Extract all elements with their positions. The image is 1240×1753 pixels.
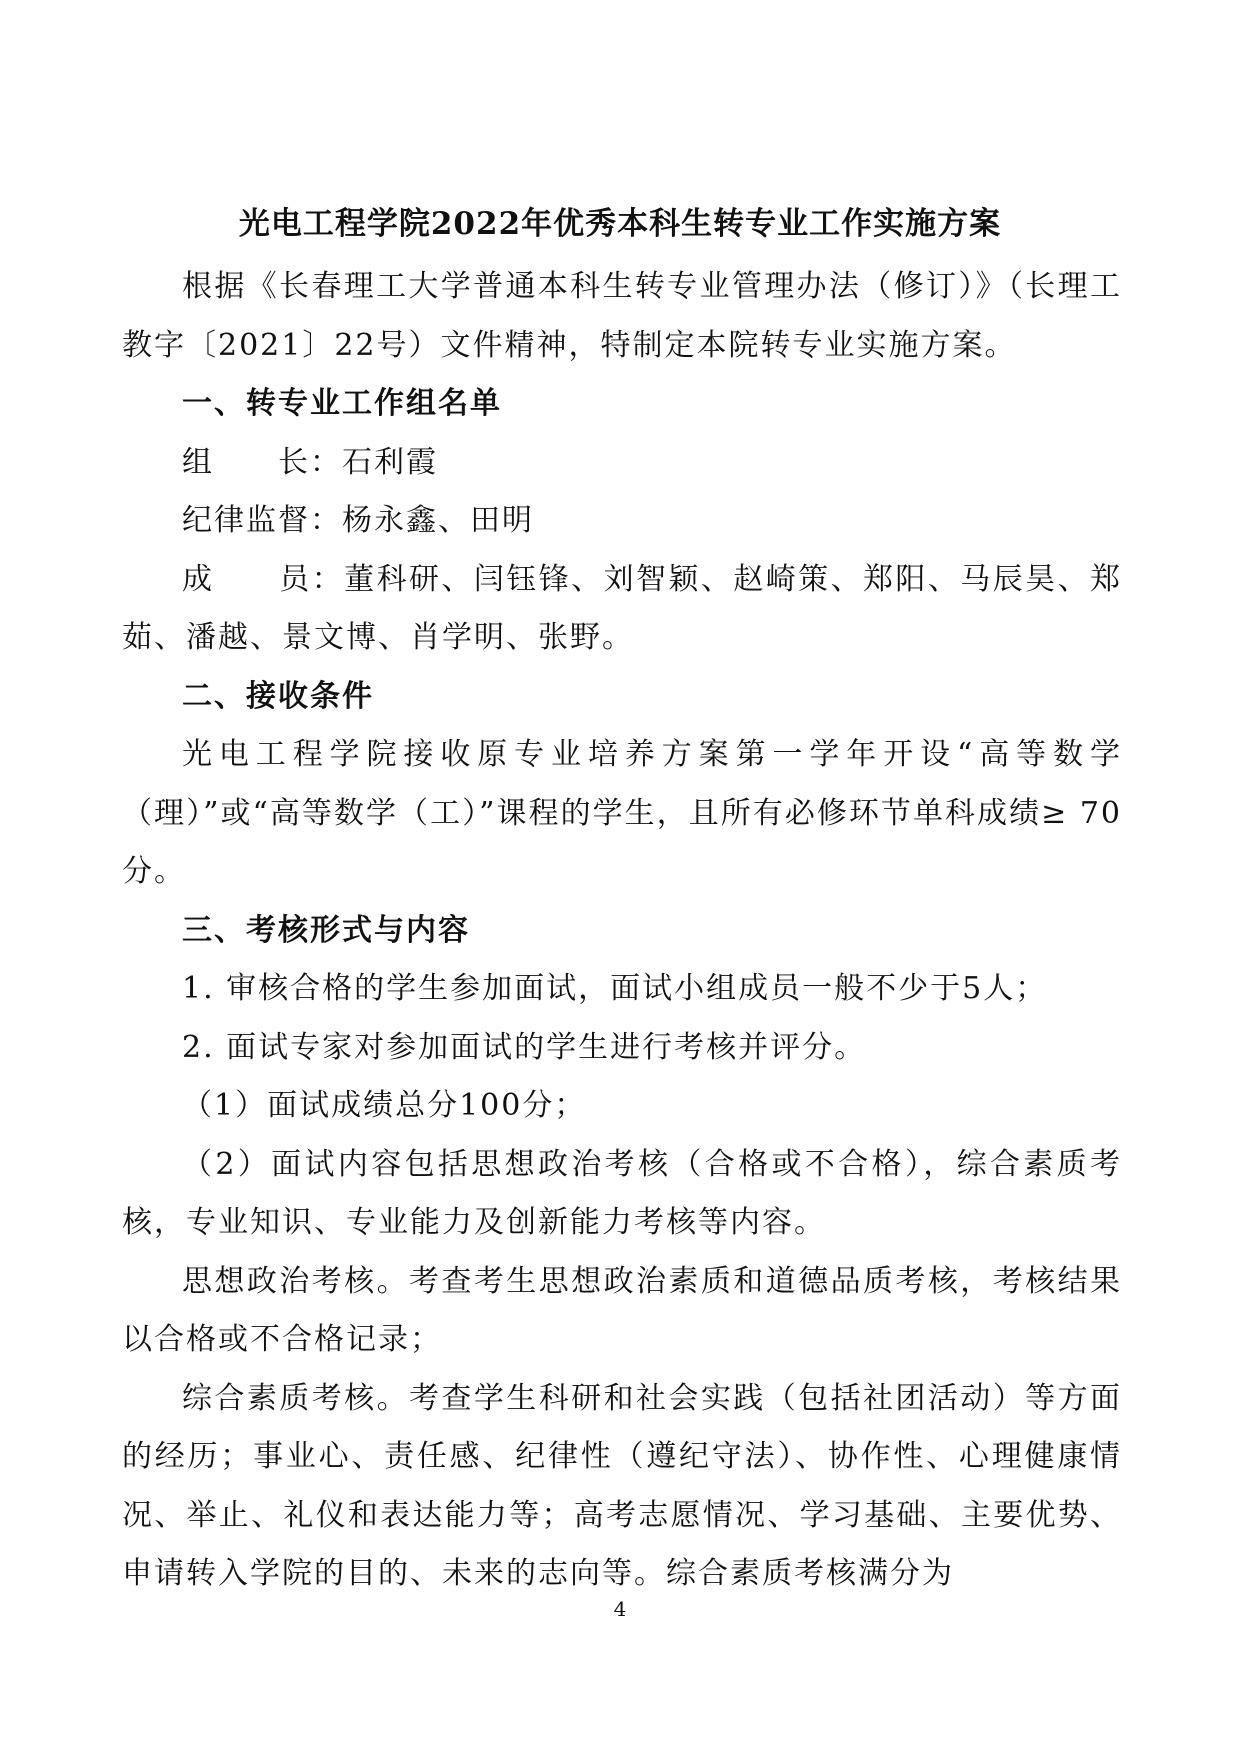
political-assessment: 思想政治考核。考查考生思想政治素质和道德品质考核，考核结果以合格或不合格记录；: [122, 1263, 1122, 1357]
comprehensive-assessment: 综合素质考核。考查学生科研和社会实践（包括社团活动）等方面的经历；事业心、责任感、纪律性（遵纪守法）、协作性、心理健康情况、举止、礼仪和表达能力等；高考志愿情况、学习基础、主要优势、申请转入学院的目的、未来的志向等。综合素质考核满分为: [122, 1380, 1122, 1591]
document-title: 光电工程学院2022年优秀本科生转专业工作实施方案: [238, 206, 1002, 242]
group-members: 成 员：董科研、闫钰锋、刘智颖、赵崎策、郑阳、马辰昊、郑茹、潘越、景文博、肖学明、张野。: [122, 561, 1122, 655]
section-heading-1: 一、转专业工作组名单: [182, 386, 502, 421]
section-heading-3: 三、考核形式与内容: [182, 912, 470, 948]
admission-conditions: 光电工程学院接收原专业培养方案第一学年开设“高等数学（理）”或“高等数学（工）”课程的学生，且所有必修环节单科成绩≥ 70 分。: [122, 737, 1122, 889]
assessment-subitem-1: （1）面试成绩总分100分；: [182, 1088, 587, 1123]
page-number: 4: [613, 1597, 627, 1621]
assessment-item-1: 1. 审核合格的学生参加面试，面试小组成员一般不少于5人；: [182, 971, 1048, 1006]
intro-paragraph: 根据《长春理工大学普通本科生转专业管理办法（修订）》（长理工教字〔2021〕22号）文件精神，特制定本院转专业实施方案。: [122, 269, 1122, 363]
assessment-item-2: 2. 面试专家对参加面试的学生进行考核并评分。: [182, 1029, 867, 1065]
section-heading-2: 二、接收条件: [182, 678, 374, 714]
group-leader: 组 长：石利霞: [182, 444, 438, 480]
assessment-subitem-2: （2）面试内容包括思想政治考核（合格或不合格），综合素质考核，专业知识、专业能力及创新能力考核等内容。: [122, 1146, 1122, 1240]
document-body: [122, 258, 1122, 1604]
discipline-supervisor: 纪律监督：杨永鑫、田明: [182, 503, 534, 538]
